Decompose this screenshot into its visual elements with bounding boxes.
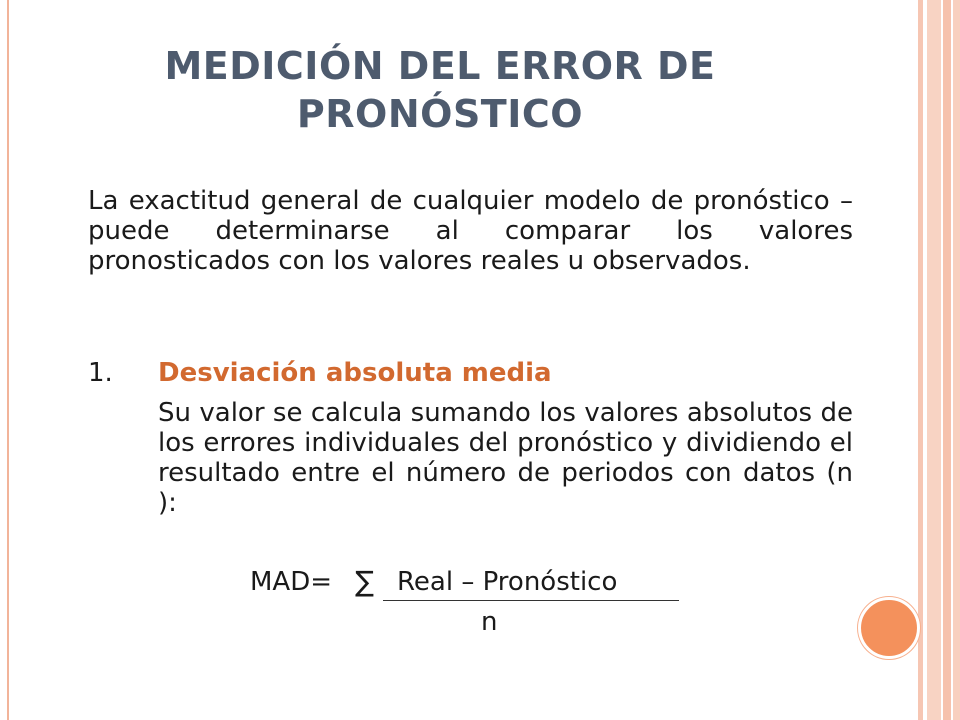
left-border-line: [7, 0, 9, 720]
title-line-2: PRONÓSTICO: [296, 92, 584, 136]
list-item-heading: Desviación absoluta media: [158, 358, 552, 388]
right-decorative-band: [918, 0, 960, 720]
title-line-1: MEDICIÓN DEL ERROR DE: [164, 44, 716, 88]
sigma-symbol: ∑: [355, 565, 374, 598]
list-item-body: Su valor se calcula sumando los valores absolutos de los errores individuales del pronóstico y dividiendo el resultado entre el número de periodos con datos (n ):: [158, 398, 853, 518]
intro-paragraph: La exactitud general de cualquier modelo de pronóstico – puede determinarse al comparar los valores pronosticados con los valores reales u observados.: [88, 186, 853, 276]
formula-lhs: MAD=: [250, 567, 333, 597]
slide-title: [120, 42, 760, 138]
formula-numerator: Real – Pronóstico: [397, 567, 618, 597]
accent-circle: [858, 597, 920, 659]
formula-denominator: n: [481, 607, 498, 637]
list-item-number: 1.: [88, 358, 113, 388]
fraction-line: [383, 600, 679, 601]
